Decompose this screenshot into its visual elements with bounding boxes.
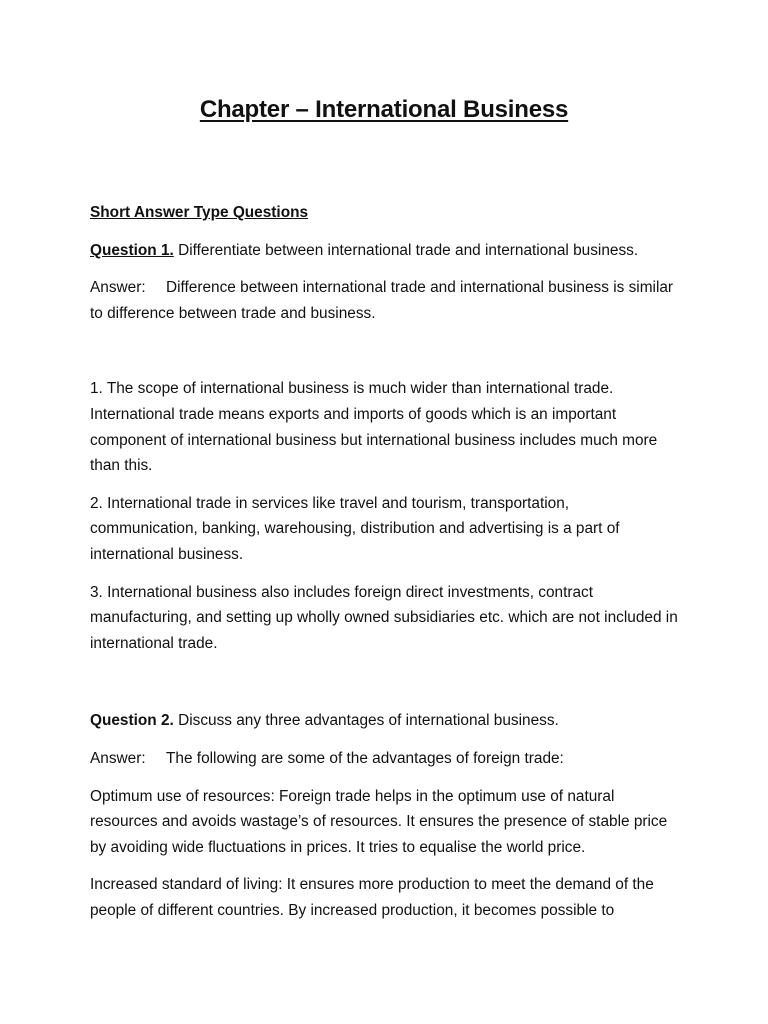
chapter-title: Chapter – International Business [199, 96, 569, 123]
answer-1-label: Answer: [90, 279, 146, 297]
spacer [90, 668, 680, 708]
answer-1-text: Difference between international trade and international business is similar to difference between trade and business. [90, 279, 674, 322]
advantage-paragraph-2: Increased standard of living: It ensures more production to meet the demand of the people of different countries. By increased production, it becomes possible to [90, 876, 654, 919]
question-2 [90, 708, 680, 734]
section-heading: Short Answer Type Questions [90, 204, 309, 221]
advantage-paragraph-1: Optimum use of resources: Foreign trade helps in the optimum use of natural resources and avoids wastage’s of resources. It ensures the presence of stable price by avoiding wide fluctuations in prices. It tries to equalise the world price. [90, 787, 668, 856]
spacer [90, 338, 680, 376]
question-1-text: Differentiate between international trade and international business. [173, 241, 639, 259]
document-body [90, 200, 680, 935]
question-1-label: Question 1. [90, 241, 174, 259]
answer-2 [90, 746, 680, 772]
point-2: 2. International trade in services like travel and tourism, transportation, communication, banking, warehousing, distribution and advertising is a part of international business. [90, 494, 620, 563]
answer-1 [90, 275, 680, 326]
answer-2-text: The following are some of the advantages of foreign trade: [166, 749, 564, 767]
question-2-text: Discuss any three advantages of international business. [173, 712, 559, 730]
point-1: 1. The scope of international business is much wider than international trade. International trade means exports and imports of goods which is an important component of international business but international business includes much more than this. [90, 380, 658, 475]
question-2-label: Question 2. [90, 712, 174, 730]
answer-2-label: Answer: [90, 749, 146, 767]
point-3: 3. International business also includes foreign direct investments, contract manufacturing, and setting up wholly owned subsidiaries etc. which are not included in international trade. [90, 583, 678, 652]
question-1 [90, 238, 680, 264]
